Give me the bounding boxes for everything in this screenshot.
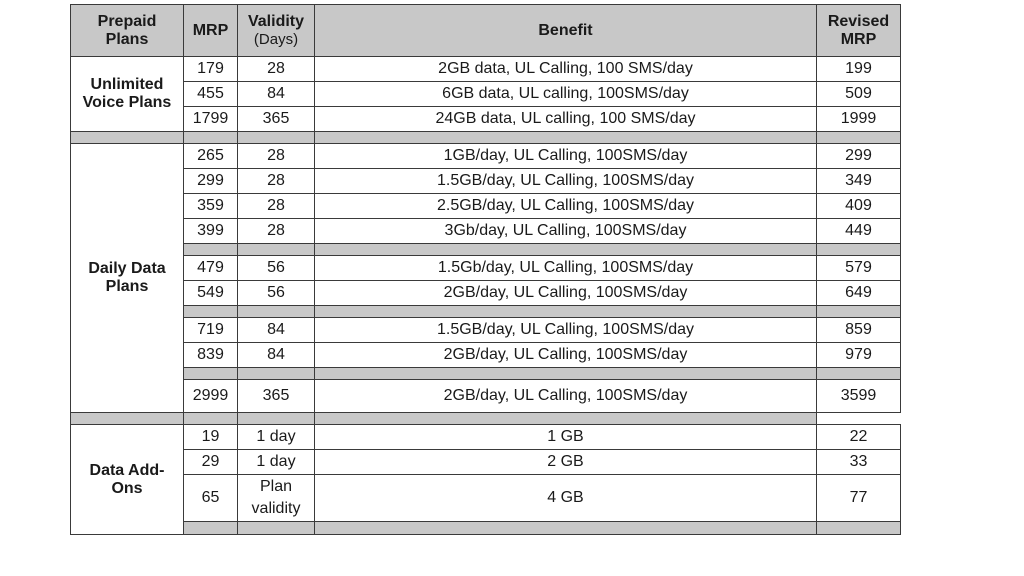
mrp-cell: 359 [184,194,238,219]
benefit-cell: 4 GB [315,475,817,522]
header-mrp: MRP [184,5,238,57]
mrp-cell: 65 [184,475,238,522]
table-row [71,318,901,343]
table-row [71,57,901,82]
benefit-cell: 1.5Gb/day, UL Calling, 100SMS/day [315,256,817,281]
table-row [71,107,901,132]
separator-row [71,368,901,380]
separator-row [71,132,901,144]
table-row [71,475,901,522]
header-benefit: Benefit [315,5,817,57]
validity-cell: 84 [238,343,315,368]
benefit-cell: 1.5GB/day, UL Calling, 100SMS/day [315,318,817,343]
benefit-cell: 1GB/day, UL Calling, 100SMS/day [315,144,817,169]
validity-cell: 1 day [238,450,315,475]
mrp-cell: 265 [184,144,238,169]
validity-cell: 56 [238,281,315,306]
benefit-cell: 2GB/day, UL Calling, 100SMS/day [315,281,817,306]
benefit-cell: 2 GB [315,450,817,475]
table-row [71,82,901,107]
validity-cell: 84 [238,318,315,343]
category-daily-data: Daily Data Plans [71,144,184,413]
revised-mrp-cell: 33 [817,450,901,475]
validity-cell: 1 day [238,425,315,450]
table-row [71,380,901,413]
mrp-cell: 455 [184,82,238,107]
revised-mrp-cell: 449 [817,219,901,244]
revised-mrp-cell: 299 [817,144,901,169]
prepaid-plans-table [70,4,901,535]
validity-cell: 84 [238,82,315,107]
validity-cell: 28 [238,219,315,244]
revised-mrp-cell: 3599 [817,380,901,413]
category-unlimited-voice: Unlimited Voice Plans [71,57,184,132]
mrp-cell: 1799 [184,107,238,132]
mrp-cell: 29 [184,450,238,475]
benefit-cell: 2GB/day, UL Calling, 100SMS/day [315,343,817,368]
validity-cell: 56 [238,256,315,281]
table-row [71,343,901,368]
header-validity: Validity (Days) [238,5,315,57]
table-row [71,281,901,306]
revised-mrp-cell: 349 [817,169,901,194]
benefit-cell: 6GB data, UL calling, 100SMS/day [315,82,817,107]
revised-mrp-cell: 1999 [817,107,901,132]
revised-mrp-cell: 509 [817,82,901,107]
revised-mrp-cell: 409 [817,194,901,219]
header-row [71,5,901,57]
revised-mrp-cell: 649 [817,281,901,306]
separator-row [71,244,901,256]
revised-mrp-cell: 579 [817,256,901,281]
header-prepaid-plans: Prepaid Plans [71,5,184,57]
table-row [71,169,901,194]
mrp-cell: 2999 [184,380,238,413]
mrp-cell: 479 [184,256,238,281]
separator-row [71,413,901,425]
mrp-cell: 179 [184,57,238,82]
mrp-cell: 549 [184,281,238,306]
benefit-cell: 2GB data, UL Calling, 100 SMS/day [315,57,817,82]
revised-mrp-cell: 77 [817,475,901,522]
benefit-cell: 24GB data, UL calling, 100 SMS/day [315,107,817,132]
revised-mrp-cell: 979 [817,343,901,368]
table-row [71,144,901,169]
validity-cell: 28 [238,57,315,82]
validity-cell: Plan validity [238,475,315,522]
category-data-addons: Data Add- Ons [71,425,184,535]
table-row [71,194,901,219]
validity-cell: 28 [238,144,315,169]
table-row [71,256,901,281]
table-row [71,425,901,450]
mrp-cell: 299 [184,169,238,194]
separator-row [71,522,901,535]
benefit-cell: 3Gb/day, UL Calling, 100SMS/day [315,219,817,244]
revised-mrp-cell: 199 [817,57,901,82]
benefit-cell: 1 GB [315,425,817,450]
mrp-cell: 19 [184,425,238,450]
table-row [71,450,901,475]
validity-cell: 28 [238,194,315,219]
revised-mrp-cell: 22 [817,425,901,450]
validity-cell: 365 [238,107,315,132]
benefit-cell: 2.5GB/day, UL Calling, 100SMS/day [315,194,817,219]
revised-mrp-cell: 859 [817,318,901,343]
benefit-cell: 1.5GB/day, UL Calling, 100SMS/day [315,169,817,194]
header-revised-mrp: Revised MRP [817,5,901,57]
validity-cell: 28 [238,169,315,194]
benefit-cell: 2GB/day, UL Calling, 100SMS/day [315,380,817,413]
mrp-cell: 719 [184,318,238,343]
separator-row [71,306,901,318]
table-row [71,219,901,244]
mrp-cell: 399 [184,219,238,244]
validity-cell: 365 [238,380,315,413]
mrp-cell: 839 [184,343,238,368]
